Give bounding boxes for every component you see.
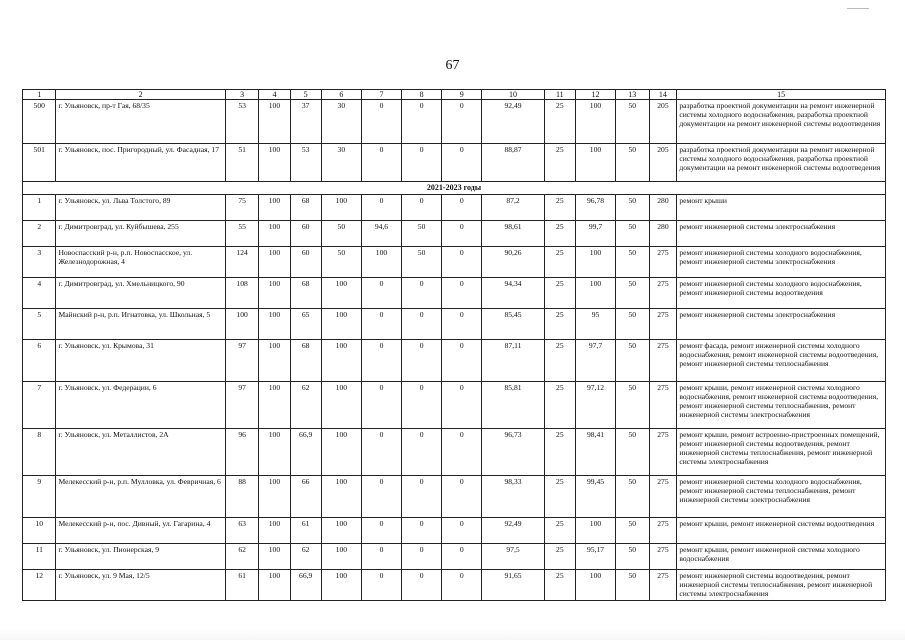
value-cell: 50 <box>616 428 649 475</box>
value-cell: 0 <box>442 475 482 517</box>
value-cell: 205 <box>649 144 677 182</box>
value-cell: 100 <box>575 144 615 182</box>
value-cell: 94,6 <box>361 220 401 246</box>
address-cell: г. Ульяновск, ул. Льва Толстого, 89 <box>56 194 225 220</box>
value-cell: 68 <box>290 339 321 381</box>
address-cell: Новоспасский р-н, р.п. Новоспасское, ул. Железнодорожная, 4 <box>56 246 225 277</box>
work-type-cell: ремонт инженерной системы холодного водоснабжения, ремонт инженерной системы водоотведения <box>677 277 886 308</box>
value-cell: 53 <box>290 144 321 182</box>
value-cell: 0 <box>442 543 482 569</box>
value-cell: 66 <box>290 475 321 517</box>
column-header: 11 <box>544 90 575 100</box>
value-cell: 0 <box>442 517 482 543</box>
address-cell: г. Димитровград, ул. Куйбышева, 255 <box>56 220 225 246</box>
value-cell: 25 <box>544 100 575 144</box>
value-cell: 280 <box>649 194 677 220</box>
value-cell: 25 <box>544 308 575 339</box>
value-cell: 50 <box>616 381 649 428</box>
work-type-cell: ремонт инженерной системы электроснабжения <box>677 220 886 246</box>
scan-edge <box>0 628 905 640</box>
work-type-cell: ремонт инженерной системы электроснабжения <box>677 308 886 339</box>
value-cell: 0 <box>361 543 401 569</box>
column-header: 7 <box>361 90 401 100</box>
value-cell: 25 <box>544 144 575 182</box>
address-cell: г. Ульяновск, ул. Крымова, 31 <box>56 339 225 381</box>
value-cell: 100 <box>321 381 361 428</box>
address-cell: г. Димитровград, ул. Хмельницкого, 90 <box>56 277 225 308</box>
value-cell: 50 <box>616 339 649 381</box>
value-cell: 0 <box>442 381 482 428</box>
table-row <box>23 220 886 246</box>
table-row <box>23 381 886 428</box>
value-cell: 100 <box>321 339 361 381</box>
value-cell: 275 <box>649 428 677 475</box>
value-cell: 100 <box>259 277 290 308</box>
row-index-cell: 12 <box>23 569 56 600</box>
address-cell: Мелекесский р-н, р.п. Мулловка, ул. Февричная, 6 <box>56 475 225 517</box>
value-cell: 100 <box>259 339 290 381</box>
value-cell: 0 <box>402 517 442 543</box>
value-cell: 275 <box>649 246 677 277</box>
value-cell: 96,73 <box>482 428 544 475</box>
value-cell: 30 <box>321 144 361 182</box>
table-row <box>23 517 886 543</box>
table-row <box>23 144 886 182</box>
value-cell: 0 <box>361 277 401 308</box>
value-cell: 62 <box>225 543 258 569</box>
value-cell: 61 <box>225 569 258 600</box>
value-cell: 50 <box>402 220 442 246</box>
value-cell: 0 <box>442 277 482 308</box>
value-cell: 97 <box>225 381 258 428</box>
address-cell: Мелекесский р-н, пос. Дивный, ул. Гагарина, 4 <box>56 517 225 543</box>
value-cell: 0 <box>442 339 482 381</box>
value-cell: 51 <box>225 144 258 182</box>
value-cell: 100 <box>225 308 258 339</box>
column-header: 9 <box>442 90 482 100</box>
value-cell: 100 <box>575 277 615 308</box>
column-header: 6 <box>321 90 361 100</box>
value-cell: 65 <box>290 308 321 339</box>
table-row <box>23 569 886 600</box>
table-body <box>23 100 886 601</box>
value-cell: 205 <box>649 100 677 144</box>
value-cell: 50 <box>616 569 649 600</box>
value-cell: 87,2 <box>482 194 544 220</box>
value-cell: 0 <box>402 339 442 381</box>
value-cell: 95 <box>575 308 615 339</box>
row-index-cell: 7 <box>23 381 56 428</box>
value-cell: 50 <box>616 475 649 517</box>
value-cell: 100 <box>259 428 290 475</box>
value-cell: 0 <box>442 246 482 277</box>
value-cell: 50 <box>616 246 649 277</box>
value-cell: 92,49 <box>482 517 544 543</box>
value-cell: 275 <box>649 475 677 517</box>
column-header: 10 <box>482 90 544 100</box>
value-cell: 100 <box>259 194 290 220</box>
value-cell: 100 <box>259 100 290 144</box>
value-cell: 25 <box>544 428 575 475</box>
row-index-cell: 501 <box>23 144 56 182</box>
column-header: 15 <box>677 90 886 100</box>
address-cell: г. Ульяновск, пос. Пригородный, ул. Фасадная, 17 <box>56 144 225 182</box>
table-row <box>23 339 886 381</box>
value-cell: 30 <box>321 100 361 144</box>
value-cell: 100 <box>321 475 361 517</box>
value-cell: 25 <box>544 517 575 543</box>
section-title: 2021-2023 годы <box>23 182 886 195</box>
value-cell: 0 <box>442 428 482 475</box>
table-row <box>23 428 886 475</box>
address-cell: г. Ульяновск, ул. Металлистов, 2А <box>56 428 225 475</box>
row-index-cell: 500 <box>23 100 56 144</box>
value-cell: 100 <box>575 100 615 144</box>
column-header: 1 <box>23 90 56 100</box>
value-cell: 0 <box>361 194 401 220</box>
value-cell: 75 <box>225 194 258 220</box>
work-type-cell: ремонт крыши, ремонт инженерной системы водоотведения <box>677 517 886 543</box>
value-cell: 0 <box>402 381 442 428</box>
value-cell: 25 <box>544 543 575 569</box>
row-index-cell: 9 <box>23 475 56 517</box>
row-index-cell: 10 <box>23 517 56 543</box>
value-cell: 0 <box>361 144 401 182</box>
value-cell: 25 <box>544 246 575 277</box>
value-cell: 62 <box>290 381 321 428</box>
value-cell: 100 <box>259 543 290 569</box>
value-cell: 98,33 <box>482 475 544 517</box>
value-cell: 0 <box>402 569 442 600</box>
column-header: 13 <box>616 90 649 100</box>
value-cell: 100 <box>321 308 361 339</box>
value-cell: 85,45 <box>482 308 544 339</box>
value-cell: 97,7 <box>575 339 615 381</box>
value-cell: 100 <box>321 428 361 475</box>
value-cell: 50 <box>616 144 649 182</box>
value-cell: 0 <box>442 220 482 246</box>
value-cell: 100 <box>259 220 290 246</box>
value-cell: 0 <box>402 194 442 220</box>
value-cell: 60 <box>290 220 321 246</box>
value-cell: 50 <box>321 220 361 246</box>
value-cell: 0 <box>442 569 482 600</box>
work-type-cell: ремонт крыши <box>677 194 886 220</box>
column-number-row <box>23 90 886 100</box>
column-header: 8 <box>402 90 442 100</box>
value-cell: 25 <box>544 569 575 600</box>
value-cell: 25 <box>544 339 575 381</box>
value-cell: 0 <box>361 475 401 517</box>
value-cell: 0 <box>402 100 442 144</box>
value-cell: 100 <box>321 277 361 308</box>
work-type-cell: ремонт крыши, ремонт инженерной системы холодного водоснабжения <box>677 543 886 569</box>
column-header: 12 <box>575 90 615 100</box>
value-cell: 275 <box>649 308 677 339</box>
value-cell: 25 <box>544 277 575 308</box>
repair-schedule-table <box>22 89 886 601</box>
value-cell: 50 <box>616 220 649 246</box>
value-cell: 68 <box>290 277 321 308</box>
value-cell: 98,41 <box>575 428 615 475</box>
value-cell: 53 <box>225 100 258 144</box>
page-number: 67 <box>445 58 460 73</box>
value-cell: 0 <box>361 517 401 543</box>
address-cell: г. Ульяновск, ул. Федерации, 6 <box>56 381 225 428</box>
value-cell: 37 <box>290 100 321 144</box>
row-index-cell: 5 <box>23 308 56 339</box>
value-cell: 63 <box>225 517 258 543</box>
value-cell: 275 <box>649 569 677 600</box>
value-cell: 50 <box>616 100 649 144</box>
table-row <box>23 543 886 569</box>
value-cell: 0 <box>442 100 482 144</box>
value-cell: 98,61 <box>482 220 544 246</box>
work-type-cell: разработка проектной документации на ремонт инженерной системы холодного водоснабжения, разработка проектной документации на ремонт инженерной системы водоотведения <box>677 144 886 182</box>
value-cell: 85,81 <box>482 381 544 428</box>
work-type-cell: ремонт инженерной системы холодного водоснабжения, ремонт инженерной системы теплоснабжения, ремонт инженерной системы электроснабжения <box>677 475 886 517</box>
value-cell: 0 <box>442 144 482 182</box>
value-cell: 0 <box>402 277 442 308</box>
value-cell: 0 <box>442 308 482 339</box>
value-cell: 100 <box>259 517 290 543</box>
value-cell: 97 <box>225 339 258 381</box>
value-cell: 0 <box>361 100 401 144</box>
table-row <box>23 100 886 144</box>
row-index-cell: 2 <box>23 220 56 246</box>
value-cell: 0 <box>402 308 442 339</box>
work-type-cell: ремонт фасада, ремонт инженерной системы холодного водоснабжения, ремонт инженерной системы водоотведения, ремонт инженерной системы теплоснабжения <box>677 339 886 381</box>
value-cell: 50 <box>616 194 649 220</box>
address-cell: г. Ульяновск, ул. 9 Мая, 12/5 <box>56 569 225 600</box>
value-cell: 100 <box>321 517 361 543</box>
table-row <box>23 246 886 277</box>
value-cell: 280 <box>649 220 677 246</box>
value-cell: 275 <box>649 517 677 543</box>
table-row <box>23 475 886 517</box>
value-cell: 87,11 <box>482 339 544 381</box>
value-cell: 88 <box>225 475 258 517</box>
section-row <box>23 182 886 195</box>
value-cell: 60 <box>290 246 321 277</box>
scan-artifact <box>847 8 869 9</box>
value-cell: 97,12 <box>575 381 615 428</box>
value-cell: 25 <box>544 475 575 517</box>
column-header: 2 <box>56 90 225 100</box>
value-cell: 68 <box>290 194 321 220</box>
value-cell: 95,17 <box>575 543 615 569</box>
value-cell: 90,26 <box>482 246 544 277</box>
value-cell: 50 <box>616 308 649 339</box>
table-row <box>23 277 886 308</box>
value-cell: 0 <box>361 308 401 339</box>
value-cell: 50 <box>321 246 361 277</box>
work-type-cell: ремонт инженерной системы холодного водоснабжения, ремонт инженерной системы электроснабжения <box>677 246 886 277</box>
row-index-cell: 8 <box>23 428 56 475</box>
value-cell: 61 <box>290 517 321 543</box>
value-cell: 50 <box>616 277 649 308</box>
value-cell: 100 <box>361 246 401 277</box>
value-cell: 100 <box>259 246 290 277</box>
row-index-cell: 1 <box>23 194 56 220</box>
value-cell: 275 <box>649 543 677 569</box>
value-cell: 100 <box>575 246 615 277</box>
value-cell: 50 <box>402 246 442 277</box>
value-cell: 100 <box>259 144 290 182</box>
row-index-cell: 4 <box>23 277 56 308</box>
value-cell: 92,49 <box>482 100 544 144</box>
value-cell: 0 <box>402 428 442 475</box>
value-cell: 96,78 <box>575 194 615 220</box>
value-cell: 50 <box>616 543 649 569</box>
value-cell: 0 <box>361 381 401 428</box>
address-cell: Майнский р-н, р.п. Игнатовка, ул. Школьная, 5 <box>56 308 225 339</box>
value-cell: 25 <box>544 194 575 220</box>
column-header: 4 <box>259 90 290 100</box>
value-cell: 100 <box>259 475 290 517</box>
column-header: 14 <box>649 90 677 100</box>
value-cell: 100 <box>321 569 361 600</box>
table-row <box>23 308 886 339</box>
value-cell: 55 <box>225 220 258 246</box>
value-cell: 100 <box>321 194 361 220</box>
table-header <box>23 90 886 100</box>
row-index-cell: 3 <box>23 246 56 277</box>
address-cell: г. Ульяновск, пр-т Гая, 68/35 <box>56 100 225 144</box>
value-cell: 275 <box>649 339 677 381</box>
value-cell: 25 <box>544 220 575 246</box>
value-cell: 88,87 <box>482 144 544 182</box>
value-cell: 100 <box>259 569 290 600</box>
value-cell: 124 <box>225 246 258 277</box>
value-cell: 100 <box>259 308 290 339</box>
column-header: 3 <box>225 90 258 100</box>
work-type-cell: разработка проектной документации на ремонт инженерной системы холодного водоснабжения, разработка проектной документации на ремонт инженерной системы водоотведения <box>677 100 886 144</box>
value-cell: 66,9 <box>290 428 321 475</box>
row-index-cell: 11 <box>23 543 56 569</box>
value-cell: 0 <box>402 475 442 517</box>
value-cell: 0 <box>442 194 482 220</box>
value-cell: 275 <box>649 381 677 428</box>
value-cell: 99,45 <box>575 475 615 517</box>
value-cell: 99,7 <box>575 220 615 246</box>
value-cell: 100 <box>575 517 615 543</box>
work-type-cell: ремонт крыши, ремонт встроенно-пристроенных помещений, ремонт инженерной системы водоотведения, ремонт инженерной системы теплоснабжения, ремонт инженерной системы электроснабжения <box>677 428 886 475</box>
value-cell: 96 <box>225 428 258 475</box>
value-cell: 50 <box>616 517 649 543</box>
value-cell: 91,65 <box>482 569 544 600</box>
table-row <box>23 194 886 220</box>
value-cell: 94,34 <box>482 277 544 308</box>
value-cell: 0 <box>361 569 401 600</box>
address-cell: г. Ульяновск, ул. Пионерская, 9 <box>56 543 225 569</box>
value-cell: 100 <box>259 381 290 428</box>
value-cell: 100 <box>321 543 361 569</box>
value-cell: 0 <box>402 144 442 182</box>
value-cell: 100 <box>575 569 615 600</box>
value-cell: 0 <box>402 543 442 569</box>
value-cell: 97,5 <box>482 543 544 569</box>
value-cell: 0 <box>361 428 401 475</box>
row-index-cell: 6 <box>23 339 56 381</box>
work-type-cell: ремонт крыши, ремонт инженерной системы холодного водоснабжения, ремонт инженерной системы водоотведения, ремонт инженерной системы теплоснабжения, ремонт инженерной системы электроснабжения <box>677 381 886 428</box>
work-type-cell: ремонт инженерной системы водоотведения, ремонт инженерной системы теплоснабжения, ремонт инженерной системы электроснабжения <box>677 569 886 600</box>
value-cell: 275 <box>649 277 677 308</box>
value-cell: 66,9 <box>290 569 321 600</box>
value-cell: 25 <box>544 381 575 428</box>
value-cell: 62 <box>290 543 321 569</box>
column-header: 5 <box>290 90 321 100</box>
value-cell: 108 <box>225 277 258 308</box>
value-cell: 0 <box>361 339 401 381</box>
